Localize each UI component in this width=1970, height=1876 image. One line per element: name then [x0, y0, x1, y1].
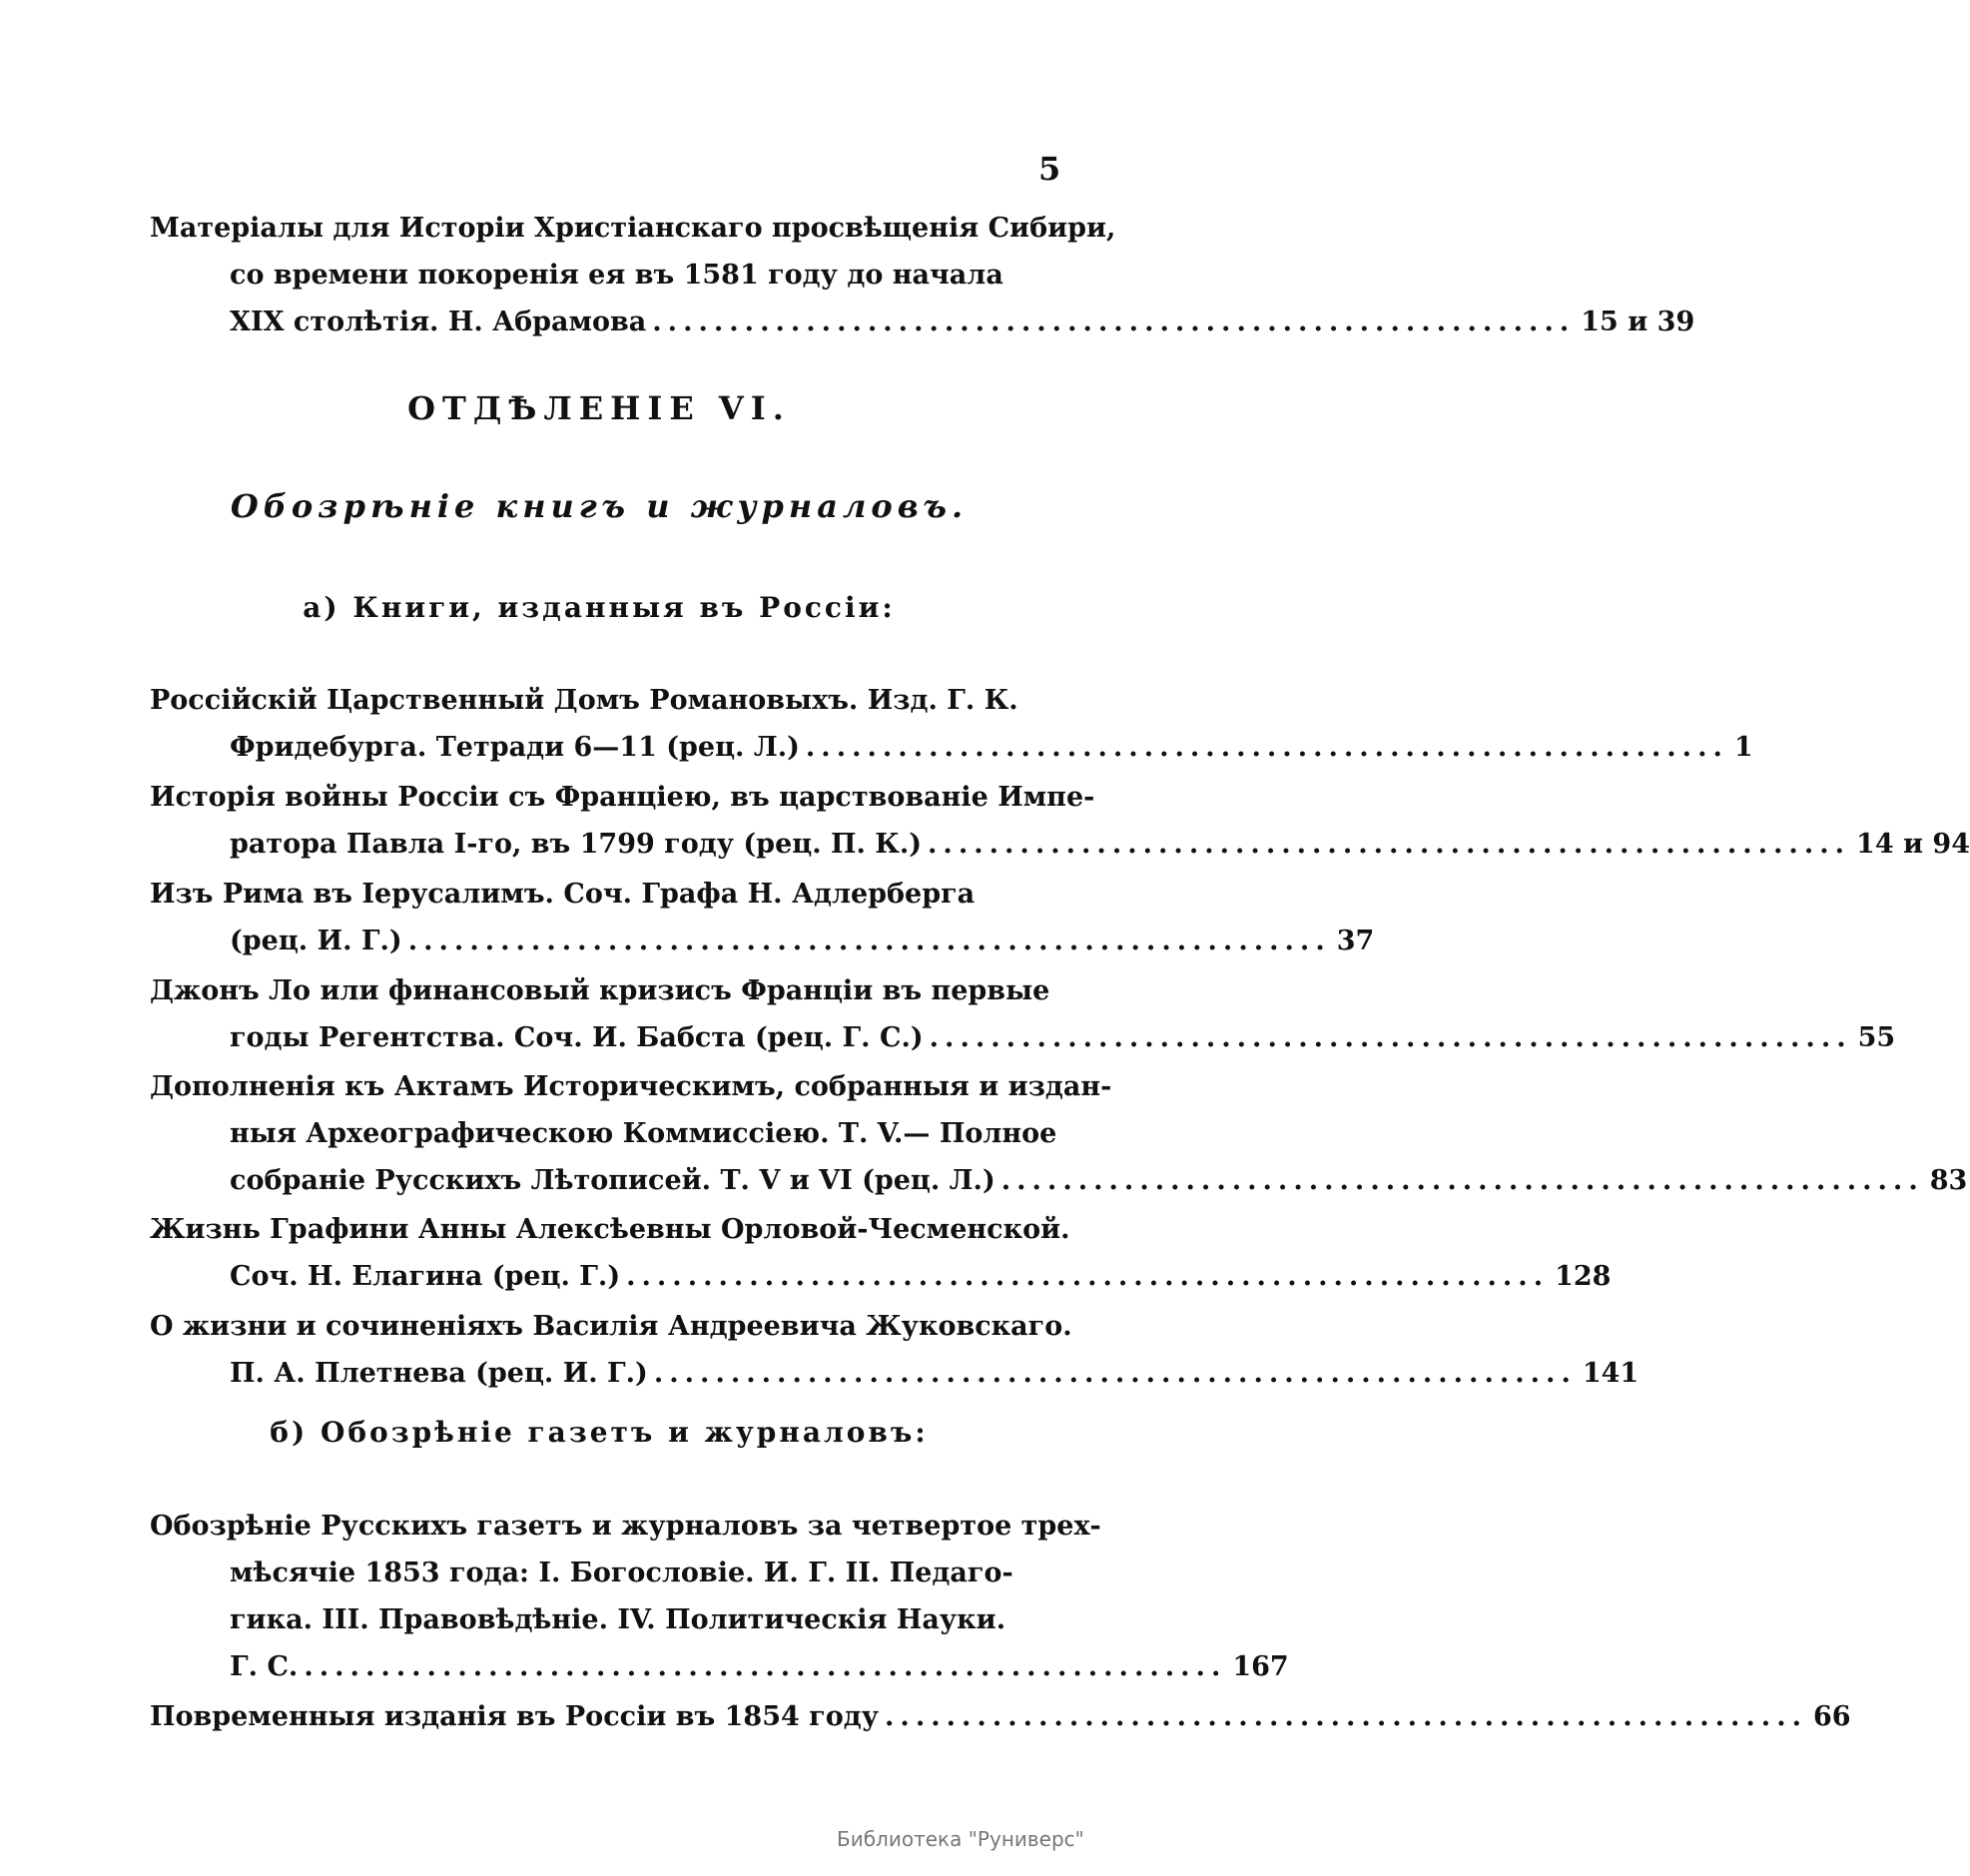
- subsection-b-heading: б) Обозрѣніе газетъ и журналовъ:: [270, 1416, 929, 1449]
- leader-dots: ............................................................: [885, 1701, 1808, 1732]
- toc-entry: [150, 1063, 1968, 1204]
- leader-dots: ............................................................: [929, 1022, 1852, 1053]
- entry-line: ныя Археографическою Коммиссіею. Т. V.— Полное: [230, 1118, 1057, 1149]
- entry-line: О жизни и сочиненіяхъ Василія Андреевича Жуковскаго.: [150, 1311, 1072, 1342]
- entry-page: 141: [1582, 1358, 1640, 1389]
- entry-line: гика. III. Правовѣдѣніе. IV. Политическія Науки.: [230, 1604, 1006, 1635]
- entry-text: XIX столѣтія. Н. Абрамова: [230, 307, 647, 337]
- entry-page: 15 и 39: [1581, 307, 1695, 337]
- entry-page: 55: [1857, 1022, 1896, 1053]
- leader-dots: ............................................................: [653, 1358, 1577, 1389]
- entry-last-line: [150, 299, 1695, 345]
- subsection-a-heading: а) Книги, изданныя въ Россіи:: [303, 591, 896, 624]
- page-number: 5: [1038, 150, 1061, 188]
- entry-last-line: [150, 918, 1375, 964]
- entry-last-line: [150, 1643, 1289, 1690]
- entry-last-line: [150, 1157, 1968, 1204]
- toc-entry: [150, 677, 1753, 771]
- section-subtitle: Обозрѣніе книгъ и журналовъ.: [230, 487, 969, 525]
- entry-page: 37: [1336, 926, 1375, 956]
- toc-entry: [150, 1303, 1640, 1397]
- entry-text: Соч. Н. Елагина (рец. Г.): [230, 1261, 621, 1292]
- entry-line: мѣсячіе 1853 года: I. Богословіе. И. Г. II. Педаго-: [230, 1558, 1013, 1588]
- toc-entry: [150, 1206, 1612, 1300]
- entry-text: собраніе Русскихъ Лѣтописей. Т. V и VI (рец. Л.): [230, 1165, 995, 1196]
- entry-page: 167: [1232, 1651, 1289, 1682]
- entry-line: Исторія войны Россіи съ Франціею, въ царствованіе Импе-: [150, 782, 1095, 813]
- entry-page: 83: [1929, 1165, 1968, 1196]
- entry-line: Изъ Рима въ Іерусалимъ. Соч. Графа Н. Адлерберга: [150, 879, 976, 910]
- entry-last-line: [150, 724, 1753, 771]
- entry-last-line: [150, 1253, 1612, 1300]
- leader-dots: ............................................................: [928, 829, 1851, 860]
- entry-last-line: [150, 1693, 1851, 1740]
- entry-line: со времени покоренія ея въ 1581 году до начала: [230, 260, 1003, 291]
- leader-dots: ............................................................: [1000, 1165, 1924, 1196]
- entry-last-line: [150, 821, 1970, 868]
- entry-line: Джонъ Ло или финансовый кризисъ Франціи въ первые: [150, 975, 1050, 1006]
- toc-entry: [150, 967, 1896, 1061]
- section-title: ОТДѢЛЕНІЕ VI.: [407, 389, 791, 427]
- entry-text: (рец. И. Г.): [230, 926, 402, 956]
- entry-line: Матеріалы для Исторіи Христіанскаго просвѣщенія Сибири,: [150, 213, 1116, 244]
- entry-page: 14 и 94: [1856, 829, 1970, 860]
- toc-entry: [150, 774, 1970, 868]
- leader-dots: ............................................................: [407, 926, 1331, 956]
- entry-text: П. А. Плетнева (рец. И. Г.): [230, 1358, 648, 1389]
- leader-dots: ............................................................: [304, 1651, 1227, 1682]
- entry-text: Г. С.: [230, 1651, 299, 1682]
- entry-line: Россійскій Царственный Домъ Романовыхъ. Изд. Г. К.: [150, 685, 1018, 716]
- toc-entry: [150, 871, 1375, 964]
- entry-last-line: [150, 1350, 1640, 1397]
- toc-entry: [150, 1693, 1851, 1740]
- entry-text: Повременныя изданія въ Россіи въ 1854 году: [150, 1701, 880, 1732]
- entry-line: Дополненія къ Актамъ Историческимъ, собранныя и издан-: [150, 1071, 1112, 1102]
- entry-line: Обозрѣніе Русскихъ газетъ и журналовъ за четвертое трех-: [150, 1511, 1101, 1542]
- entry-last-line: [150, 1014, 1896, 1061]
- toc-entry-top: [150, 205, 1695, 345]
- entry-text: Фридебурга. Тетради 6—11 (рец. Л.): [230, 732, 800, 763]
- entry-page: 66: [1813, 1701, 1851, 1732]
- leader-dots: ............................................................: [652, 307, 1576, 337]
- entry-text: годы Регентства. Соч. И. Бабста (рец. Г. С.): [230, 1022, 924, 1053]
- entry-text: ратора Павла I-го, въ 1799 году (рец. П. К.): [230, 829, 923, 860]
- library-watermark: Библиотека "Руниверс": [837, 1827, 1084, 1851]
- toc-entry: [150, 1503, 1289, 1690]
- entry-page: 1: [1733, 732, 1753, 763]
- leader-dots: ............................................................: [805, 732, 1728, 763]
- leader-dots: ............................................................: [626, 1261, 1550, 1292]
- entry-line: Жизнь Графини Анны Алексѣевны Орловой-Чесменской.: [150, 1214, 1070, 1245]
- entry-page: 128: [1555, 1261, 1612, 1292]
